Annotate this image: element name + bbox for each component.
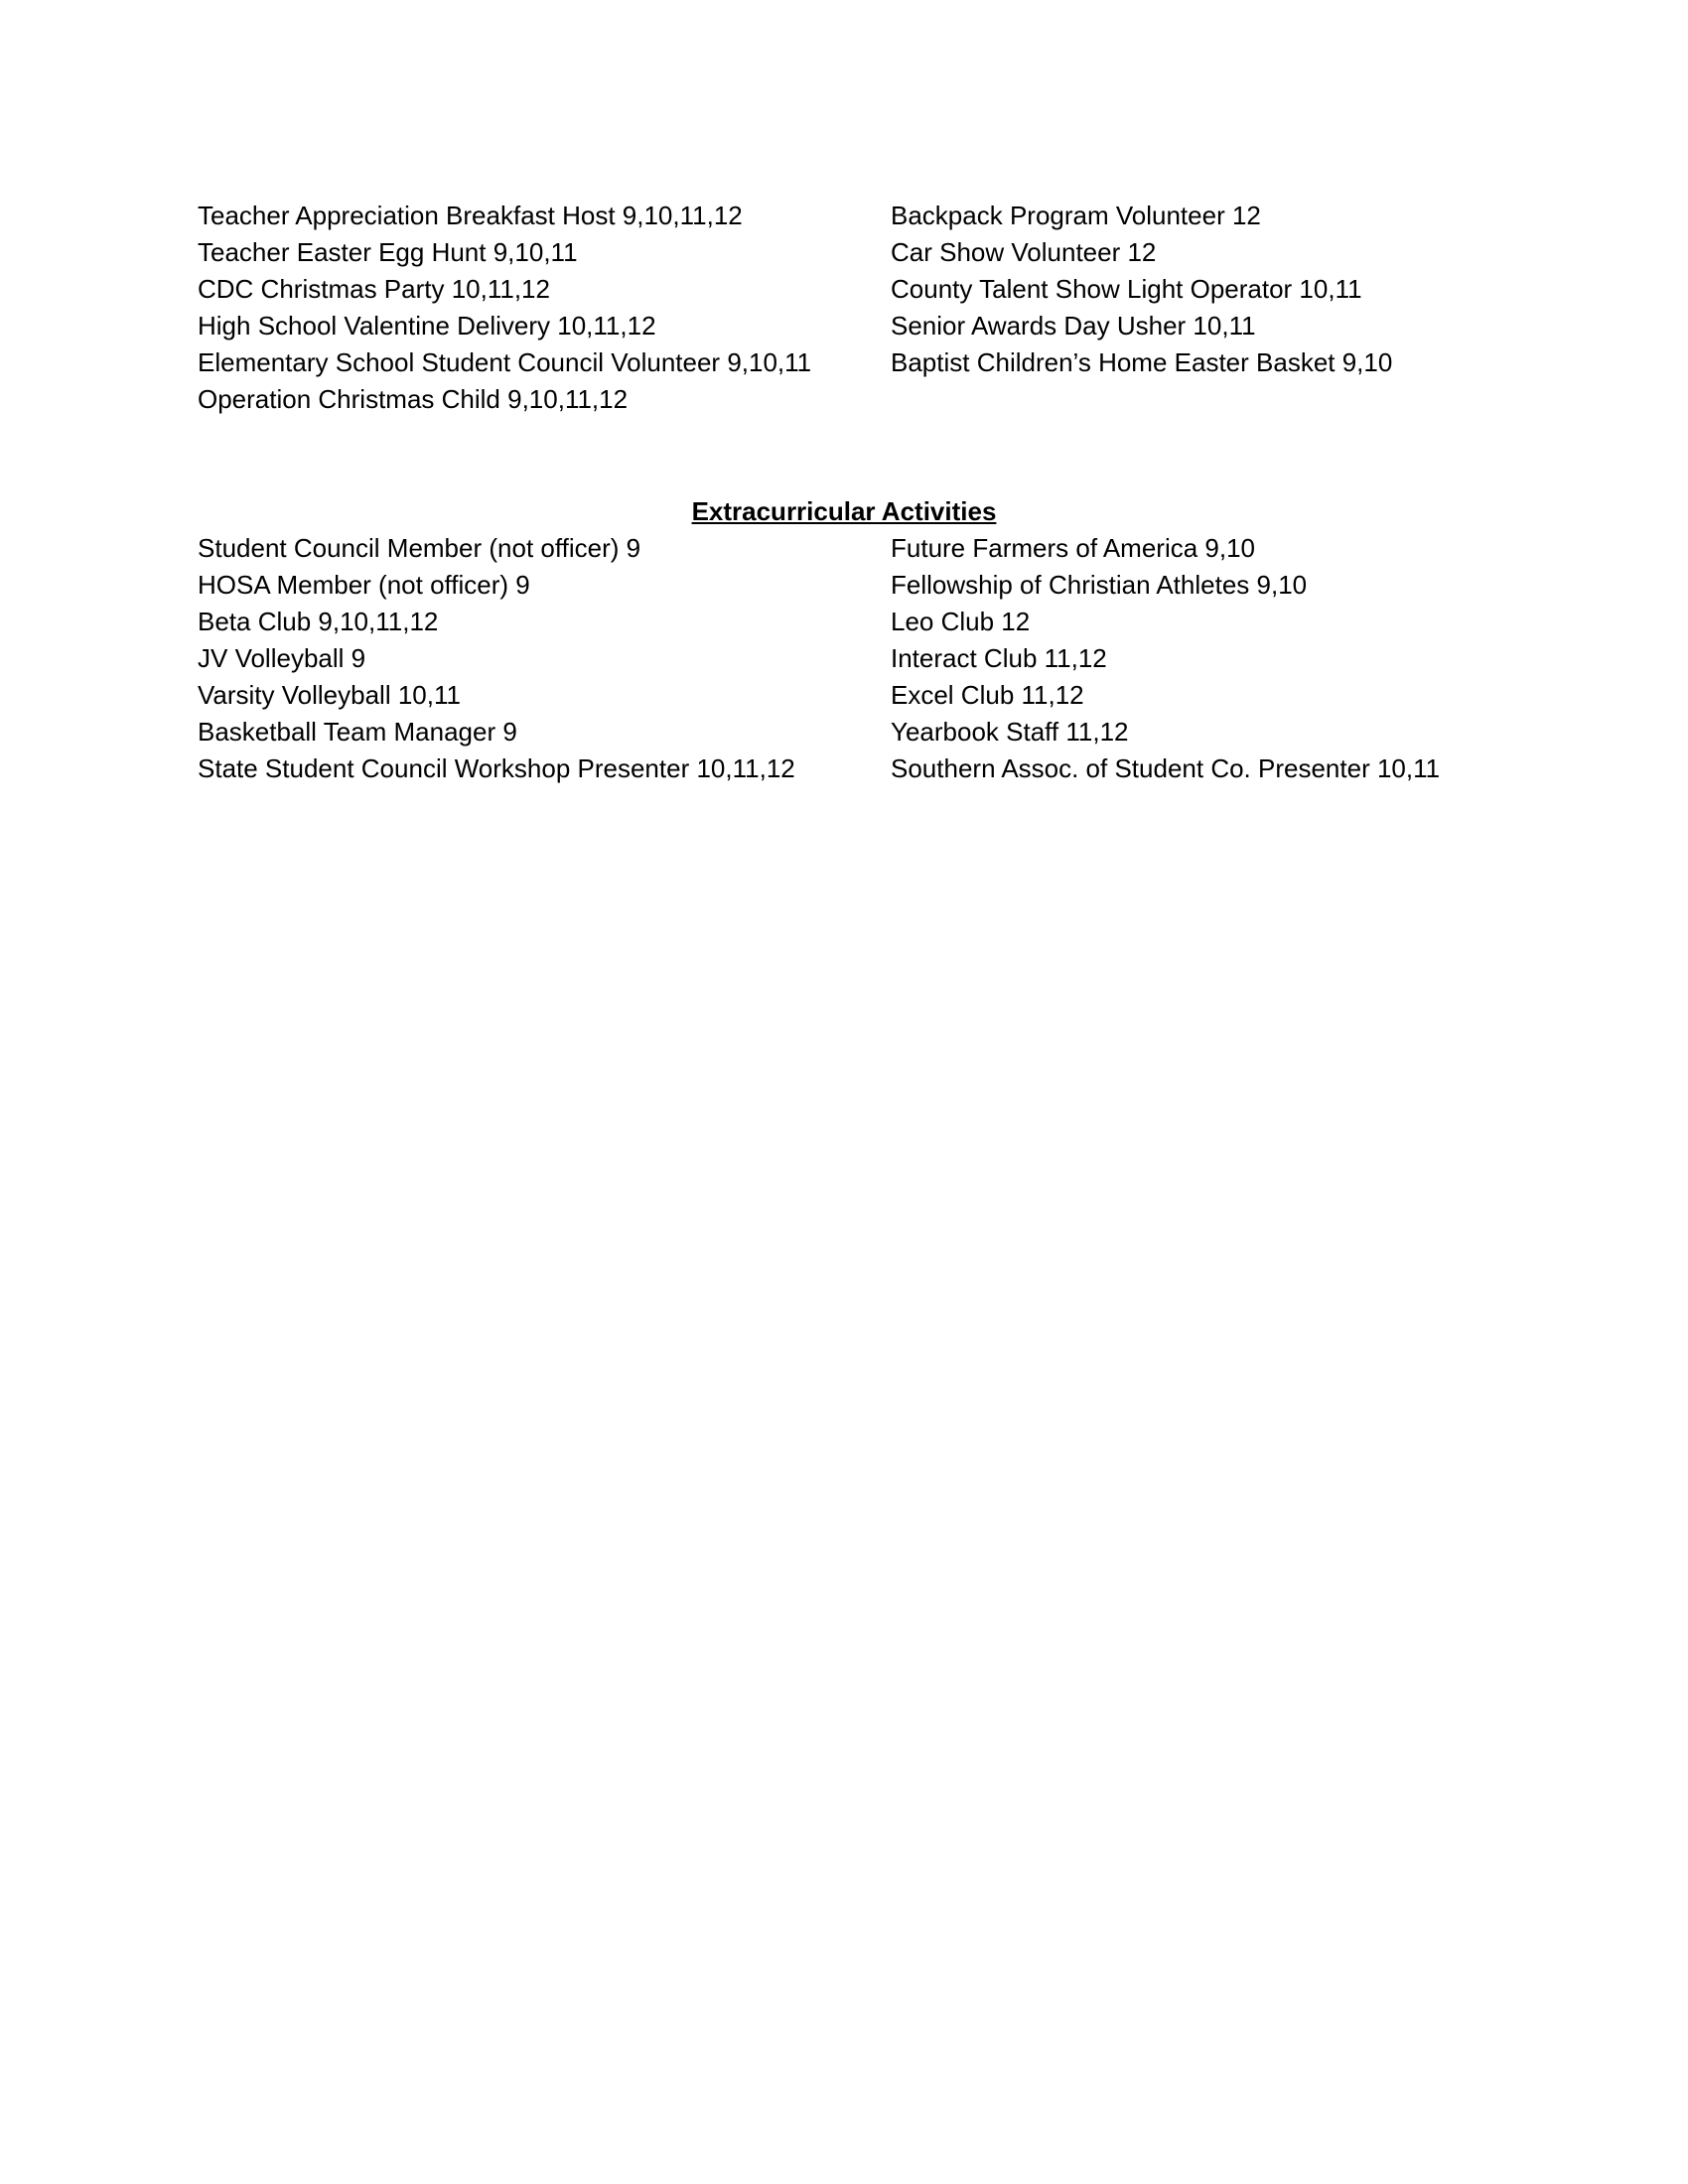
service-item: Teacher Easter Egg Hunt 9,10,11 xyxy=(198,237,578,267)
activity-item: Leo Club 12 xyxy=(891,607,1031,636)
service-item: Teacher Appreciation Breakfast Host 9,10,11,12 xyxy=(198,201,743,230)
service-item: CDC Christmas Party 10,11,12 xyxy=(198,274,550,304)
service-item: Senior Awards Day Usher 10,11 xyxy=(891,311,1256,341)
activity-item: Beta Club 9,10,11,12 xyxy=(198,607,439,636)
service-list-right xyxy=(891,198,1392,381)
service-item: Operation Christmas Child 9,10,11,12 xyxy=(198,384,629,414)
activity-item: Future Farmers of America 9,10 xyxy=(891,533,1256,563)
activity-item: Basketball Team Manager 9 xyxy=(198,717,517,747)
activity-item: Southern Assoc. of Student Co. Presenter 10,11 xyxy=(891,753,1441,783)
activity-item: Fellowship of Christian Athletes 9,10 xyxy=(891,570,1308,600)
extracurricular-heading: Extracurricular Activities xyxy=(691,496,997,526)
activity-item: State Student Council Workshop Presenter 10,11,12 xyxy=(198,753,795,783)
service-item: Car Show Volunteer 12 xyxy=(891,237,1157,267)
activity-item: Varsity Volleyball 10,11 xyxy=(198,680,461,710)
activity-item: Interact Club 11,12 xyxy=(891,643,1107,673)
activity-item: Excel Club 11,12 xyxy=(891,680,1084,710)
service-item: County Talent Show Light Operator 10,11 xyxy=(891,274,1362,304)
activity-item: HOSA Member (not officer) 9 xyxy=(198,570,530,600)
extracurricular-list-right xyxy=(891,530,1440,787)
activity-item: Student Council Member (not officer) 9 xyxy=(198,533,641,563)
service-item: Backpack Program Volunteer 12 xyxy=(891,201,1261,230)
activity-item: Yearbook Staff 11,12 xyxy=(891,717,1129,747)
service-item: High School Valentine Delivery 10,11,12 xyxy=(198,311,656,341)
service-item: Elementary School Student Council Volunteer 9,10,11 xyxy=(198,347,812,377)
activity-item: JV Volleyball 9 xyxy=(198,643,366,673)
service-item: Baptist Children’s Home Easter Basket 9,10 xyxy=(891,347,1393,377)
service-list-left xyxy=(198,198,811,418)
extracurricular-list-left xyxy=(198,530,795,787)
